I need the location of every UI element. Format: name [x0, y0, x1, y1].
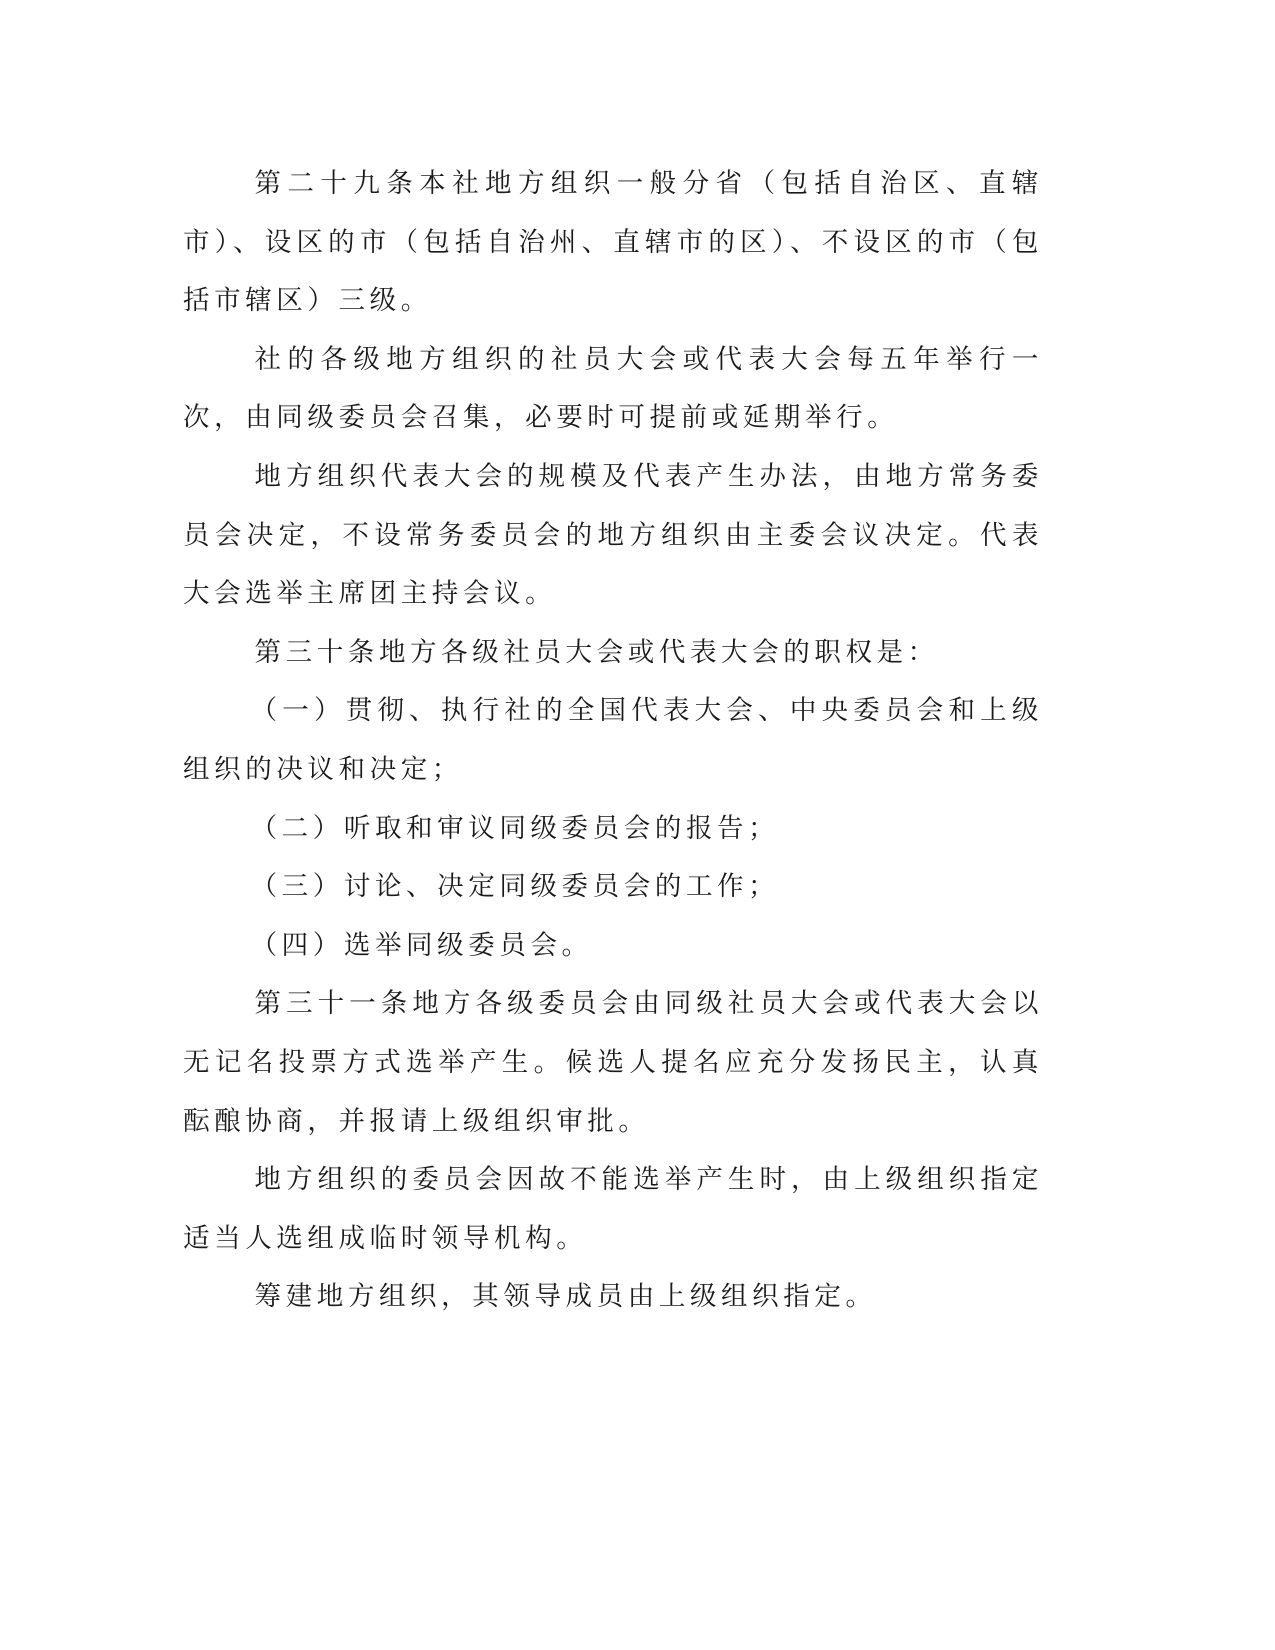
paragraph-congress-scale: 地方组织代表大会的规模及代表产生办法，由地方常务委员会决定，不设常务委员会的地方组织由主委会议决定。代表大会选举主席团主持会议。	[183, 460, 1043, 610]
paragraph-item-3: （三）讨论、决定同级委员会的工作；	[250, 871, 780, 903]
paragraph-preparatory-organization: 筹建地方组织，其领导成员由上级组织指定。	[254, 1281, 877, 1313]
paragraph-item-4: （四）选举同级委员会。	[250, 929, 593, 961]
paragraph-item-1: （一）贯彻、执行社的全国代表大会、中央委员会和上级组织的决议和决定；	[183, 695, 1043, 785]
paragraph-item-2: （二）听取和审议同级委员会的报告；	[250, 812, 780, 844]
paragraph-article-30: 第三十条地方各级社员大会或代表大会的职权是：	[254, 636, 939, 668]
paragraph-article-29: 第二十九条本社地方组织一般分省（包括自治区、直辖市）、设区的市（包括自治州、直辖市的区）、不设区的市（包括市辖区）三级。	[183, 168, 1043, 317]
paragraph-article-31: 第三十一条地方各级委员会由同级社员大会或代表大会以无记名投票方式选举产生。候选人提名应充分发扬民主，认真酝酿协商，并报请上级组织审批。	[183, 988, 1043, 1137]
paragraph-congress-term: 社的各级地方组织的社员大会或代表大会每五年举行一次，由同级委员会召集，必要时可提前或延期举行。	[183, 343, 1043, 434]
document-body	[183, 155, 1043, 1327]
paragraph-interim-leadership: 地方组织的委员会因故不能选举产生时，由上级组织指定适当人选组成临时领导机构。	[183, 1164, 1043, 1254]
